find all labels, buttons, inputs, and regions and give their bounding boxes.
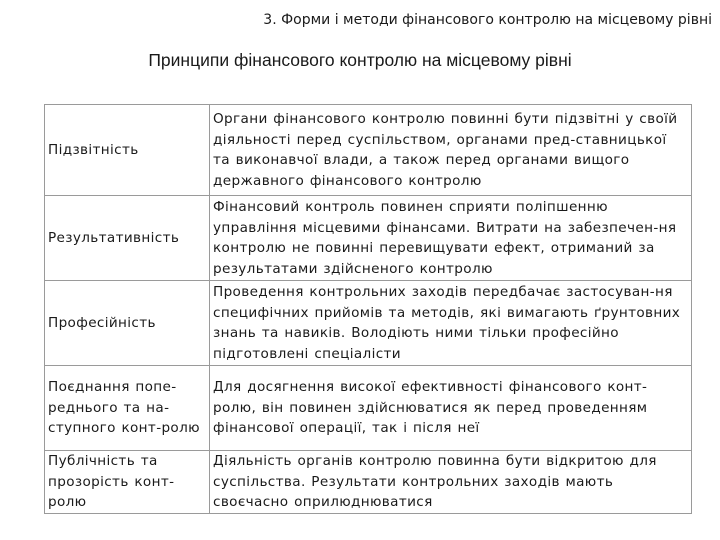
principle-description: Проведення контрольних заходів передбачає застосуван-ня специфічних прийомів та методів, які вимагають ґрунтовних знань та навиків. Володіють ними тільки професійно підготовлені спеціалісти: [210, 281, 692, 366]
table-row: [45, 366, 692, 451]
principle-name: Професійність: [45, 281, 210, 366]
table-row: [45, 105, 692, 196]
principle-description: Діяльність органів контролю повинна бути відкритою для суспільства. Результати контрольних заходів мають своєчасно оприлюднюватися: [210, 451, 692, 514]
principles-table: [44, 104, 692, 514]
principle-name: Результативність: [45, 196, 210, 281]
table-row: [45, 196, 692, 281]
slide-title: Принципи фінансового контролю на місцевому рівні: [148, 50, 572, 70]
slide-header: 3. Форми і методи фінансового контролю на місцевому рівні: [263, 12, 712, 28]
principle-description: Для досягнення високої ефективності фінансового конт-ролю, він повинен здійснюватися як перед проведенням фінансової операції, так і після неї: [210, 366, 692, 451]
principle-name: Публічність та прозорість конт-ролю: [45, 451, 210, 514]
principle-name: Підзвітність: [45, 105, 210, 196]
table-row: [45, 451, 692, 514]
principle-name: Поєднання попе-реднього та на-ступного конт-ролю: [45, 366, 210, 451]
table-row: [45, 281, 692, 366]
principle-description: Фінансовий контроль повинен сприяти поліпшенню управління місцевими фінансами. Витрати на забезпечен-ня контролю не повинні перевищувати ефект, отриманий за результатами здійсненого контролю: [210, 196, 692, 281]
principle-description: Органи фінансового контролю повинні бути підзвітні у своїй діяльності перед суспільством, органами пред-ставницької та виконавчої влади, а також перед органами вищого державного фінансового контролю: [210, 105, 692, 196]
